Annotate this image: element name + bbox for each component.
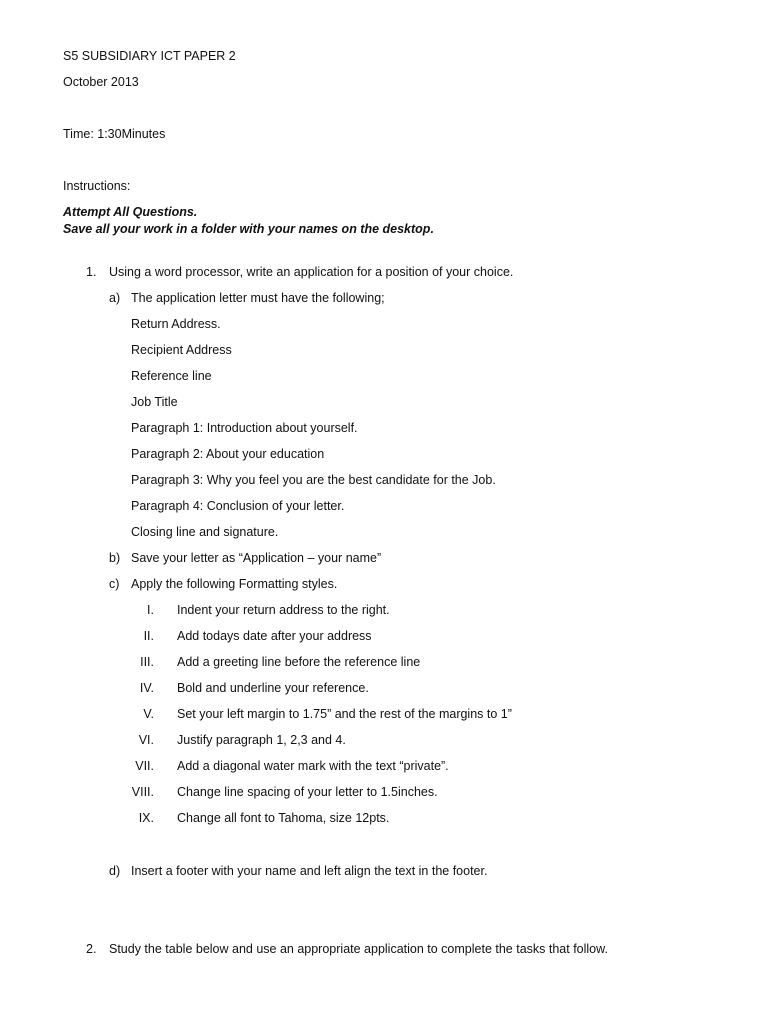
- question-2-number: 2.: [86, 942, 97, 956]
- style-item-text: Set your left margin to 1.75” and the rest of the margins to 1”: [177, 707, 512, 721]
- instructions-label: Instructions:: [63, 179, 131, 193]
- style-item-text: Bold and underline your reference.: [177, 681, 369, 695]
- part-d-text: Insert a footer with your name and left align the text in the footer.: [131, 864, 488, 878]
- instruction-line-2: Save all your work in a folder with your names on the desktop.: [63, 222, 434, 236]
- part-c-label: c): [109, 577, 120, 591]
- question-1-text: Using a word processor, write an application for a position of your choice.: [109, 265, 514, 279]
- letter-item: Paragraph 4: Conclusion of your letter.: [131, 499, 345, 513]
- part-a-label: a): [109, 291, 121, 305]
- style-item-text: Change all font to Tahoma, size 12pts.: [177, 811, 390, 825]
- paper-title: S5 SUBSIDIARY ICT PAPER 2: [63, 49, 236, 63]
- style-item-text: Add todays date after your address: [177, 629, 372, 643]
- letter-item: Recipient Address: [131, 343, 232, 357]
- question-2-text: Study the table below and use an appropriate application to complete the tasks that follow.: [109, 942, 608, 956]
- letter-item: Job Title: [131, 395, 178, 409]
- style-item-number: IX.: [138, 811, 154, 825]
- style-item-text: Indent your return address to the right.: [177, 603, 390, 617]
- style-item-text: Change line spacing of your letter to 1.5inches.: [177, 785, 438, 799]
- style-item-text: Add a diagonal water mark with the text “private”.: [177, 759, 449, 773]
- style-item-number: I.: [147, 603, 154, 617]
- question-1-number: 1.: [86, 265, 97, 279]
- letter-item: Return Address.: [131, 317, 221, 331]
- letter-item: Paragraph 3: Why you feel you are the best candidate for the Job.: [131, 473, 496, 487]
- paper-date: October 2013: [63, 75, 139, 89]
- style-item-text: Justify paragraph 1, 2,3 and 4.: [177, 733, 346, 747]
- style-item-text: Add a greeting line before the reference line: [177, 655, 421, 669]
- style-item-number: VI.: [138, 733, 154, 747]
- letter-item: Closing line and signature.: [131, 525, 279, 539]
- style-item-number: VIII.: [131, 785, 154, 799]
- part-c-text: Apply the following Formatting styles.: [131, 577, 338, 591]
- instruction-line-1: Attempt All Questions.: [63, 205, 198, 219]
- paper-time: Time: 1:30Minutes: [63, 127, 166, 141]
- style-item-number: II.: [143, 629, 154, 643]
- letter-item: Reference line: [131, 369, 212, 383]
- style-item-number: V.: [143, 707, 154, 721]
- style-item-number: IV.: [139, 681, 154, 695]
- part-b-text: Save your letter as “Application – your name”: [131, 551, 382, 565]
- letter-item: Paragraph 2: About your education: [131, 447, 325, 461]
- style-item-number: III.: [140, 655, 154, 669]
- part-b-label: b): [109, 551, 121, 565]
- letter-item: Paragraph 1: Introduction about yourself.: [131, 421, 358, 435]
- part-d-label: d): [109, 864, 121, 878]
- part-a-text: The application letter must have the following;: [131, 291, 385, 305]
- style-item-number: VII.: [135, 759, 154, 773]
